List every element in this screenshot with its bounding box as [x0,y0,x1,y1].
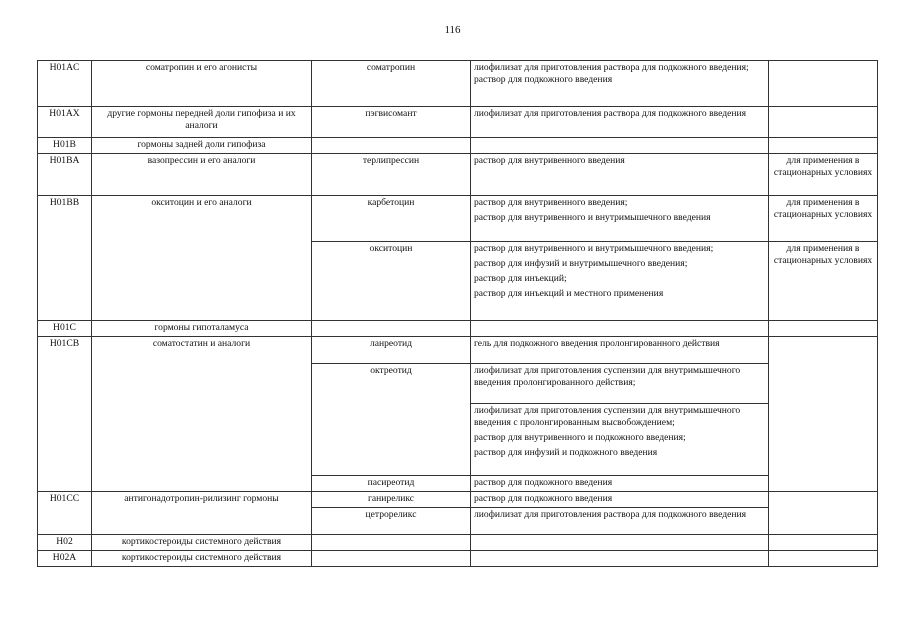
dosage-form: раствор для внутривенного и внутримышечного введения [474,212,711,223]
table-row [38,196,878,242]
note [769,321,878,337]
dosage-forms [471,321,769,337]
drug-name [312,321,471,337]
atc-code: H01C [38,321,92,337]
drug-name: соматропин [312,61,471,107]
atc-code: H02 [38,535,92,551]
group-name: другие гормоны передней доли гипофиза и их аналоги [92,107,312,138]
drug-name: карбетоцин [312,196,471,242]
table-row [38,154,878,196]
dosage-forms [471,242,769,321]
note: для применения в стационарных условиях [769,242,878,321]
dosage-form: лиофилизат для приготовления суспензии для внутримышечного введения пролонгированного действия; [474,365,741,388]
note [769,535,878,551]
dosage-form: раствор для подкожного введения [474,493,613,504]
atc-code: H01BB [38,196,92,321]
dosage-form: раствор для внутривенного и подкожного введения; [474,432,686,443]
group-name: вазопрессин и его аналоги [92,154,312,196]
drug-name [312,535,471,551]
group-name: окситоцин и его аналоги [92,196,312,321]
dosage-form: раствор для инфузий и подкожного введения [474,447,658,458]
table-row [38,138,878,154]
drug-name: терлипрессин [312,154,471,196]
drug-name: ганиреликс [312,492,471,508]
note [769,492,878,535]
dosage-forms [471,404,769,476]
group-name: кортикостероиды системного действия [92,551,312,567]
dosage-forms [471,154,769,196]
dosage-forms [471,107,769,138]
note [769,138,878,154]
group-name: антигонадотропин-рилизинг гормоны [92,492,312,535]
atc-code: H01BA [38,154,92,196]
table-row [38,61,878,107]
dosage-forms [471,508,769,535]
atc-code: H01CC [38,492,92,535]
note: для применения в стационарных условиях [769,196,878,242]
table-row [38,535,878,551]
note [769,551,878,567]
dosage-forms [471,535,769,551]
note [769,107,878,138]
drug-name: цетрореликс [312,508,471,535]
dosage-form: раствор для инъекций; [474,273,567,284]
group-name: гормоны задней доли гипофиза [92,138,312,154]
table-row [38,551,878,567]
page-number: 116 [444,24,461,36]
dosage-forms [471,196,769,242]
dosage-forms [471,138,769,154]
group-name: гормоны гипоталамуса [92,321,312,337]
dosage-form: раствор для внутривенного и внутримышечного введения; [474,243,714,254]
dosage-form: лиофилизат для приготовления раствора для подкожного введения [474,509,747,520]
dosage-form: гель для подкожного введения пролонгированного действия [474,338,720,349]
drug-name: ланреотид [312,337,471,364]
drug-name [312,551,471,567]
drug-name: пэгвисомант [312,107,471,138]
note [769,61,878,107]
group-name: соматостатин и аналоги [92,337,312,492]
dosage-form: раствор для подкожного введения [474,477,613,488]
dosage-forms [471,492,769,508]
group-name: кортикостероиды системного действия [92,535,312,551]
dosage-forms [471,364,769,404]
group-name: соматропин и его агонисты [92,61,312,107]
table-row [38,321,878,337]
drug-table [37,60,878,567]
table-row [38,107,878,138]
dosage-forms [471,551,769,567]
atc-code: H01B [38,138,92,154]
atc-code: H01CB [38,337,92,492]
dosage-form: лиофилизат для приготовления раствора для подкожного введения; раствор для подкожного введения [474,62,749,85]
dosage-forms [471,476,769,492]
drug-name: окситоцин [312,242,471,321]
atc-code: H02A [38,551,92,567]
dosage-forms [471,61,769,107]
dosage-form: раствор для внутривенного введения [474,155,625,166]
dosage-form: лиофилизат для приготовления раствора для подкожного введения [474,108,747,119]
note: для применения в стационарных условиях [769,154,878,196]
dosage-form: раствор для внутривенного введения; [474,197,628,208]
dosage-forms [471,337,769,364]
table-row [38,492,878,508]
dosage-form: раствор для инфузий и внутримышечного введения; [474,258,688,269]
table-row [38,337,878,364]
drug-name: октреотид [312,364,471,476]
drug-name: пасиреотид [312,476,471,492]
dosage-form: раствор для инъекций и местного применения [474,288,664,299]
atc-code: H01AC [38,61,92,107]
atc-code: H01AX [38,107,92,138]
note [769,337,878,492]
dosage-form: лиофилизат для приготовления суспензии для внутримышечного введения с пролонгированным высвобождением; [474,405,741,428]
drug-name [312,138,471,154]
